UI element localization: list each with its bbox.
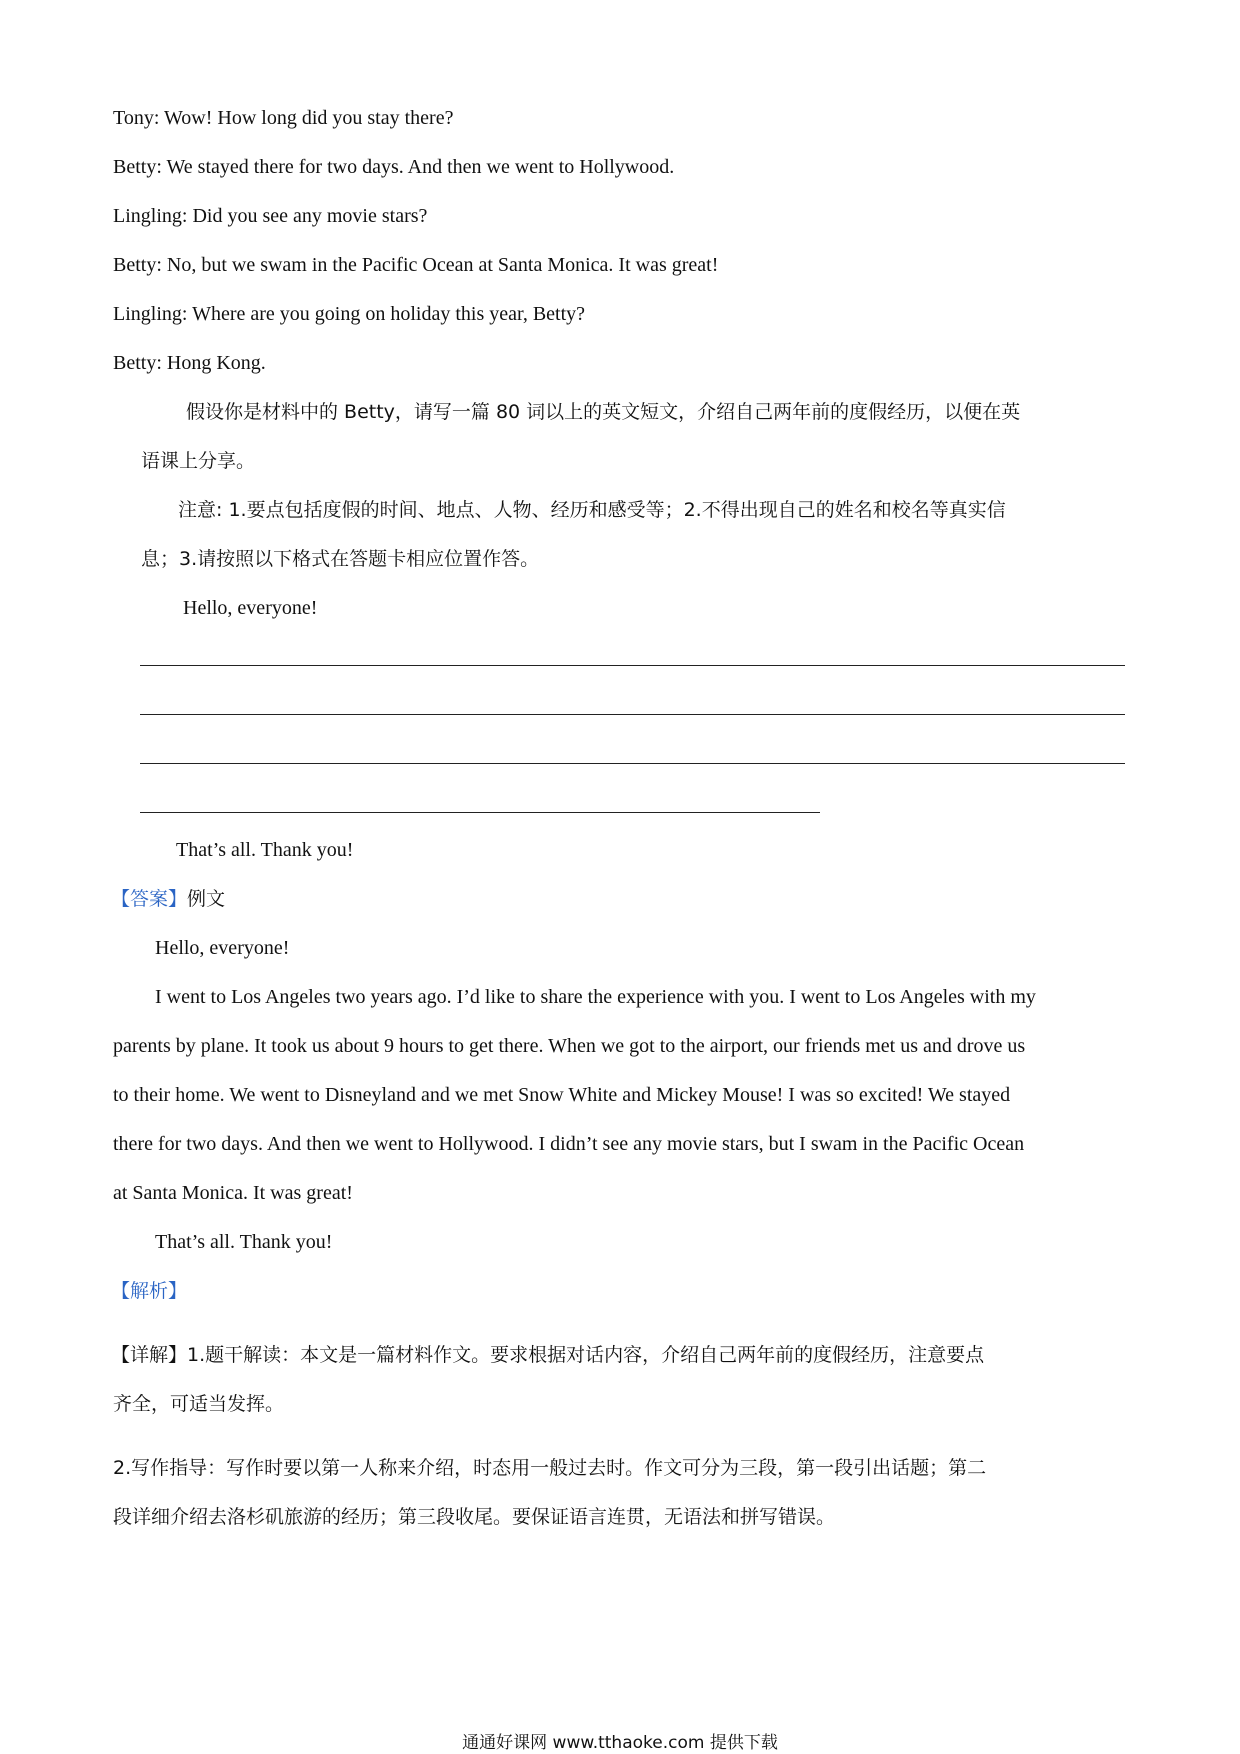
- dialogue-line: Tony: Wow! How long did you stay there?: [113, 107, 454, 129]
- answer-tag: 【答案】: [111, 888, 188, 910]
- task-closing: That’s all. Thank you!: [176, 839, 354, 861]
- answer-body-line: I went to Los Angeles two years ago. I’d like to share the experience with you. I went to Los Angeles with my: [155, 986, 1036, 1008]
- page-footer: 通通好课网 www.tthaoke.com 提供下载: [462, 1733, 778, 1753]
- answer-label: 例文: [187, 888, 226, 910]
- answer-body-line: parents by plane. It took us about 9 hours to get there. When we got to the airport, our friends met us and drove us: [113, 1035, 1026, 1057]
- writing-line: [140, 665, 1125, 666]
- analysis-guide-line: 段详细介绍去洛杉矶旅游的经历；第三段收尾。要保证语言连贯，无语法和拼写错误。: [113, 1506, 836, 1528]
- detail-text: 1.题干解读：本文是一篇材料作文。要求根据对话内容，介绍自己两年前的度假经历，注意要点: [187, 1344, 985, 1366]
- task-note: 息；3.请按照以下格式在答题卡相应位置作答。: [141, 548, 540, 570]
- task-greeting: Hello, everyone!: [183, 597, 318, 619]
- dialogue-line: Lingling: Where are you going on holiday this year, Betty?: [113, 303, 586, 325]
- dialogue-line: Betty: We stayed there for two days. And then we went to Hollywood.: [113, 156, 675, 178]
- answer-body-line: to their home. We went to Disneyland and we met Snow White and Mickey Mouse! I was so excited! We stayed: [113, 1084, 1011, 1106]
- task-note: 注意: 1.要点包括度假的时间、地点、人物、经历和感受等；2.不得出现自己的姓名和校名等真实信: [178, 499, 1006, 521]
- analysis-tag: 【解析】: [111, 1280, 188, 1302]
- detail-tag: 【详解】: [111, 1344, 188, 1366]
- dialogue-line: Betty: No, but we swam in the Pacific Ocean at Santa Monica. It was great!: [113, 254, 719, 276]
- answer-heading: [111, 885, 225, 913]
- writing-line: [140, 763, 1125, 764]
- writing-line: [140, 812, 820, 813]
- task-instruction: 语课上分享。: [141, 450, 256, 472]
- analysis-detail: [111, 1341, 984, 1369]
- dialogue-line: Lingling: Did you see any movie stars?: [113, 205, 428, 227]
- answer-greeting: Hello, everyone!: [155, 937, 290, 959]
- task-instruction: 假设你是材料中的 Betty，请写一篇 80 词以上的英文短文，介绍自己两年前的度假经历，以便在英: [186, 401, 1021, 423]
- analysis-guide-line: 2.写作指导：写作时要以第一人称来介绍，时态用一般过去时。作文可分为三段，第一段引出话题；第二: [113, 1457, 987, 1479]
- dialogue-line: Betty: Hong Kong.: [113, 352, 266, 374]
- writing-line: [140, 714, 1125, 715]
- answer-body-line: there for two days. And then we went to Hollywood. I didn’t see any movie stars, but I swam in the Pacific Ocean: [113, 1133, 1025, 1155]
- analysis-detail-line: 齐全，可适当发挥。: [113, 1393, 285, 1415]
- answer-closing: That’s all. Thank you!: [155, 1231, 333, 1253]
- answer-body-line: at Santa Monica. It was great!: [113, 1182, 353, 1204]
